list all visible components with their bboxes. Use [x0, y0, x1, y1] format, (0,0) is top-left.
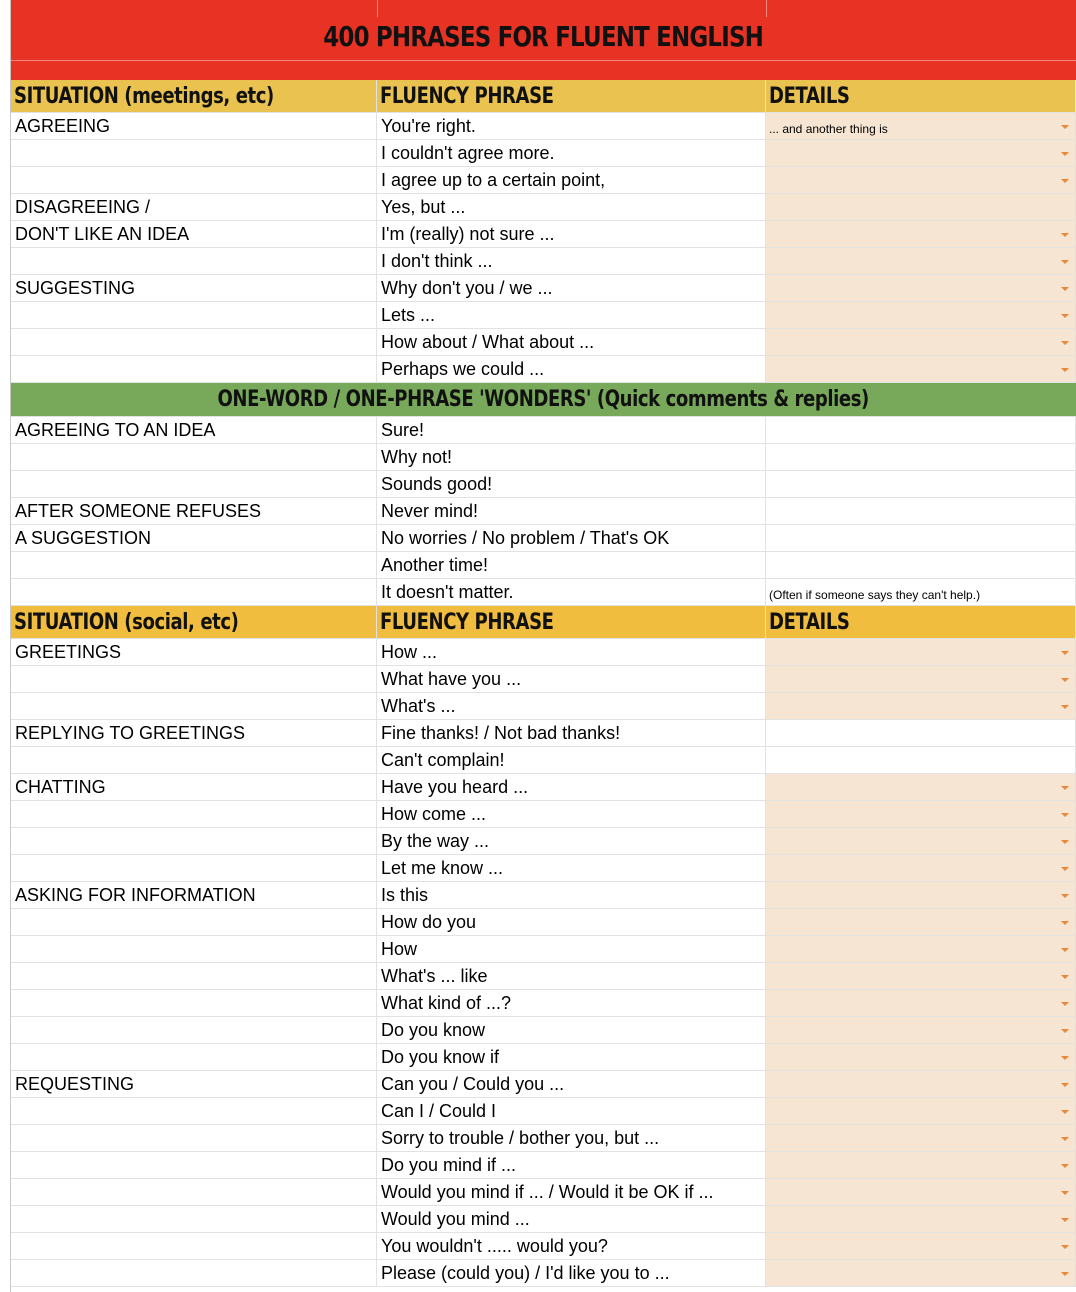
phrase-cell[interactable]: [377, 275, 766, 302]
phrase-cell[interactable]: [377, 1098, 766, 1125]
header-situation-social[interactable]: [11, 606, 377, 639]
phrase-cell[interactable]: [377, 552, 766, 579]
phrase-cell[interactable]: [377, 882, 766, 909]
dropdown-caret-icon[interactable]: [1061, 1245, 1069, 1249]
phrase-cell-text: Fine thanks! / Not bad thanks!: [381, 723, 621, 743]
phrase-cell[interactable]: [377, 1152, 766, 1179]
situation-cell[interactable]: [11, 356, 377, 383]
dropdown-caret-icon[interactable]: [1061, 1218, 1069, 1222]
situation-cell-text: REQUESTING: [15, 1074, 135, 1094]
dropdown-caret-icon[interactable]: [1061, 786, 1069, 790]
details-cell[interactable]: [766, 356, 1076, 383]
header-situation-label: SITUATION (meetings, etc): [14, 83, 274, 109]
dropdown-caret-icon[interactable]: [1061, 125, 1069, 129]
section-banner[interactable]: [11, 383, 1076, 417]
details-cell[interactable]: [766, 936, 1076, 963]
details-cell[interactable]: [766, 1017, 1076, 1044]
situation-cell[interactable]: [11, 525, 377, 552]
header-phrase-social-label: FLUENCY PHRASE: [380, 609, 554, 635]
phrase-cell-text: Do you mind if ...: [381, 1155, 517, 1175]
sheet-grid: [11, 0, 1076, 1287]
dropdown-caret-icon[interactable]: [1061, 314, 1069, 318]
details-cell[interactable]: [766, 1260, 1076, 1287]
dropdown-caret-icon[interactable]: [1061, 1083, 1069, 1087]
phrase-cell[interactable]: [377, 936, 766, 963]
phrase-cell[interactable]: [377, 1125, 766, 1152]
phrase-cell-text: Is this: [381, 885, 429, 905]
dropdown-caret-icon[interactable]: [1061, 1056, 1069, 1060]
details-cell[interactable]: [766, 248, 1076, 275]
phrase-cell[interactable]: [377, 302, 766, 329]
dropdown-caret-icon[interactable]: [1061, 975, 1069, 979]
dropdown-caret-icon[interactable]: [1061, 287, 1069, 291]
situation-cell[interactable]: [11, 552, 377, 579]
details-cell-text: (Often if someone says they can't help.): [769, 588, 981, 602]
phrase-cell[interactable]: [377, 417, 766, 444]
situation-cell[interactable]: [11, 1125, 377, 1152]
situation-cell-text: REPLYING TO GREETINGS: [15, 723, 246, 743]
details-cell[interactable]: [766, 1179, 1076, 1206]
phrase-cell[interactable]: [377, 909, 766, 936]
details-cell[interactable]: [766, 525, 1076, 552]
situation-cell[interactable]: [11, 471, 377, 498]
situation-cell-text: DON'T LIKE AN IDEA: [15, 224, 190, 244]
header-phrase-label: FLUENCY PHRASE: [380, 83, 554, 109]
phrase-cell-text: Why don't you / we ...: [381, 278, 553, 298]
situation-cell-text: A SUGGESTION: [15, 528, 152, 548]
phrase-cell[interactable]: [377, 1206, 766, 1233]
situation-cell[interactable]: [11, 801, 377, 828]
phrase-cell[interactable]: [377, 1044, 766, 1071]
situation-cell[interactable]: [11, 666, 377, 693]
phrase-cell-text: What kind of ...?: [381, 993, 512, 1013]
details-cell[interactable]: [766, 1152, 1076, 1179]
dropdown-caret-icon[interactable]: [1061, 948, 1069, 952]
dropdown-caret-icon[interactable]: [1061, 894, 1069, 898]
situation-cell[interactable]: [11, 963, 377, 990]
situation-cell-text: GREETINGS: [15, 642, 122, 662]
phrase-cell-text: How: [381, 939, 418, 959]
phrase-cell[interactable]: [377, 1071, 766, 1098]
dropdown-caret-icon[interactable]: [1061, 651, 1069, 655]
header-phrase-social[interactable]: [377, 606, 766, 639]
title-column-divider: [377, 0, 378, 17]
situation-cell-text: ASKING FOR INFORMATION: [15, 885, 256, 905]
phrase-cell-text: Please (could you) / I'd like you to ...: [381, 1263, 670, 1283]
phrase-cell-text: You're right.: [381, 116, 476, 136]
situation-cell[interactable]: [11, 1017, 377, 1044]
dropdown-caret-icon[interactable]: [1061, 368, 1069, 372]
phrase-cell[interactable]: [377, 444, 766, 471]
phrase-cell[interactable]: [377, 221, 766, 248]
situation-cell-text: AFTER SOMEONE REFUSES: [15, 501, 262, 521]
phrase-cell-text: It doesn't matter.: [381, 582, 514, 602]
situation-cell[interactable]: [11, 1098, 377, 1125]
details-cell[interactable]: [766, 444, 1076, 471]
situation-cell[interactable]: [11, 167, 377, 194]
situation-cell[interactable]: [11, 693, 377, 720]
dropdown-caret-icon[interactable]: [1061, 1002, 1069, 1006]
phrase-cell[interactable]: [377, 140, 766, 167]
details-cell[interactable]: [766, 471, 1076, 498]
phrase-cell[interactable]: [377, 666, 766, 693]
situation-cell[interactable]: [11, 1260, 377, 1287]
dropdown-caret-icon[interactable]: [1061, 867, 1069, 871]
dropdown-caret-icon[interactable]: [1061, 260, 1069, 264]
phrase-cell-text: Do you know: [381, 1020, 486, 1040]
details-cell[interactable]: [766, 1206, 1076, 1233]
situation-cell-text: CHATTING: [15, 777, 106, 797]
details-cell[interactable]: [766, 828, 1076, 855]
details-cell[interactable]: [766, 720, 1076, 747]
header-details[interactable]: [766, 80, 1076, 113]
situation-cell[interactable]: [11, 936, 377, 963]
phrase-cell[interactable]: [377, 579, 766, 606]
situation-cell-text: DISAGREEING /: [15, 197, 151, 217]
dropdown-caret-icon[interactable]: [1061, 1164, 1069, 1168]
phrase-cell-text: How ...: [381, 642, 438, 662]
phrase-cell-text: Yes, but ...: [381, 197, 466, 217]
details-cell[interactable]: [766, 221, 1076, 248]
phrase-cell-text: Do you know if: [381, 1047, 500, 1067]
situation-cell[interactable]: [11, 417, 377, 444]
details-cell[interactable]: [766, 552, 1076, 579]
dropdown-caret-icon[interactable]: [1061, 1272, 1069, 1276]
phrase-cell[interactable]: [377, 1260, 766, 1287]
header-details-social-label: DETAILS: [769, 609, 850, 635]
phrase-cell-text: How do you: [381, 912, 477, 932]
details-cell[interactable]: [766, 417, 1076, 444]
phrase-cell-text: Can't complain!: [381, 750, 505, 770]
dropdown-caret-icon[interactable]: [1061, 1110, 1069, 1114]
phrase-cell-text: I couldn't agree more.: [381, 143, 555, 163]
phrase-cell[interactable]: [377, 693, 766, 720]
page-title: 400 PHRASES FOR FLUENT ENGLISH: [323, 20, 764, 53]
situation-cell[interactable]: [11, 720, 377, 747]
situation-cell-text: AGREEING: [15, 116, 111, 136]
phrase-cell-text: How come ...: [381, 804, 487, 824]
phrase-cell-text: Sure!: [381, 420, 425, 440]
phrase-cell-text: No worries / No problem / That's OK: [381, 528, 670, 548]
phrase-cell[interactable]: [377, 194, 766, 221]
phrase-cell-text: Would you mind if ... / Would it be OK if ...: [381, 1182, 714, 1202]
title-row-divider: [11, 60, 1076, 61]
dropdown-caret-icon[interactable]: [1061, 1029, 1069, 1033]
row-header-gutter: [0, 0, 11, 1292]
dropdown-caret-icon[interactable]: [1061, 921, 1069, 925]
details-cell[interactable]: [766, 579, 1076, 606]
dropdown-caret-icon[interactable]: [1061, 1137, 1069, 1141]
details-cell[interactable]: [766, 855, 1076, 882]
situation-cell[interactable]: [11, 1233, 377, 1260]
phrase-cell[interactable]: [377, 113, 766, 140]
phrase-cell-text: Lets ...: [381, 305, 436, 325]
situation-cell[interactable]: [11, 828, 377, 855]
situation-cell[interactable]: [11, 1179, 377, 1206]
situation-cell[interactable]: [11, 855, 377, 882]
situation-cell[interactable]: [11, 302, 377, 329]
situation-cell[interactable]: [11, 275, 377, 302]
situation-cell[interactable]: [11, 194, 377, 221]
title-column-divider: [766, 0, 767, 17]
details-cell[interactable]: [766, 1071, 1076, 1098]
situation-cell[interactable]: [11, 639, 377, 666]
details-cell[interactable]: [766, 167, 1076, 194]
details-cell[interactable]: [766, 113, 1076, 140]
details-cell[interactable]: [766, 693, 1076, 720]
details-cell[interactable]: [766, 774, 1076, 801]
title-banner[interactable]: [11, 0, 1076, 80]
header-details-label: DETAILS: [769, 83, 850, 109]
phrase-cell[interactable]: [377, 828, 766, 855]
situation-cell[interactable]: [11, 113, 377, 140]
phrase-cell[interactable]: [377, 167, 766, 194]
phrase-cell-text: Perhaps we could ...: [381, 359, 545, 379]
header-phrase[interactable]: [377, 80, 766, 113]
dropdown-caret-icon[interactable]: [1061, 840, 1069, 844]
dropdown-caret-icon[interactable]: [1061, 813, 1069, 817]
phrase-cell[interactable]: [377, 774, 766, 801]
situation-cell[interactable]: [11, 774, 377, 801]
details-cell[interactable]: [766, 909, 1076, 936]
phrase-cell[interactable]: [377, 525, 766, 552]
dropdown-caret-icon[interactable]: [1061, 678, 1069, 682]
phrase-cell-text: I don't think ...: [381, 251, 493, 271]
situation-cell[interactable]: [11, 1206, 377, 1233]
phrase-cell[interactable]: [377, 747, 766, 774]
situation-cell[interactable]: [11, 498, 377, 525]
details-cell[interactable]: [766, 747, 1076, 774]
situation-cell[interactable]: [11, 579, 377, 606]
details-cell[interactable]: [766, 1233, 1076, 1260]
phrase-cell[interactable]: [377, 1017, 766, 1044]
dropdown-caret-icon[interactable]: [1061, 341, 1069, 345]
phrase-cell[interactable]: [377, 498, 766, 525]
phrase-cell[interactable]: [377, 356, 766, 383]
details-cell[interactable]: [766, 275, 1076, 302]
phrase-cell-text: Never mind!: [381, 501, 479, 521]
details-cell[interactable]: [766, 1125, 1076, 1152]
phrase-cell-text: Another time!: [381, 555, 489, 575]
phrase-cell-text: Let me know ...: [381, 858, 504, 878]
details-cell[interactable]: [766, 882, 1076, 909]
details-cell[interactable]: [766, 1044, 1076, 1071]
details-cell[interactable]: [766, 194, 1076, 221]
details-cell[interactable]: [766, 140, 1076, 167]
situation-cell[interactable]: [11, 444, 377, 471]
phrase-cell-text: Have you heard ...: [381, 777, 529, 797]
dropdown-caret-icon[interactable]: [1061, 179, 1069, 183]
dropdown-caret-icon[interactable]: [1061, 1191, 1069, 1195]
details-cell[interactable]: [766, 801, 1076, 828]
phrase-cell-text: Can you / Could you ...: [381, 1074, 565, 1094]
phrase-cell-text: Why not!: [381, 447, 453, 467]
situation-cell[interactable]: [11, 909, 377, 936]
situation-cell-text: AGREEING TO AN IDEA: [15, 420, 216, 440]
details-cell[interactable]: [766, 302, 1076, 329]
phrase-cell[interactable]: [377, 990, 766, 1017]
dropdown-caret-icon[interactable]: [1061, 233, 1069, 237]
phrase-cell[interactable]: [377, 1233, 766, 1260]
phrase-cell[interactable]: [377, 855, 766, 882]
details-cell[interactable]: [766, 498, 1076, 525]
details-cell-text: ... and another thing is: [769, 122, 888, 136]
phrase-cell[interactable]: [377, 639, 766, 666]
phrase-cell-text: You wouldn't ..... would you?: [381, 1236, 608, 1256]
phrase-cell[interactable]: [377, 471, 766, 498]
details-cell[interactable]: [766, 963, 1076, 990]
header-situation-social-label: SITUATION (social, etc): [14, 609, 239, 635]
header-details-social[interactable]: [766, 606, 1076, 639]
situation-cell[interactable]: [11, 140, 377, 167]
phrase-cell-text: I agree up to a certain point,: [381, 170, 606, 190]
details-cell[interactable]: [766, 666, 1076, 693]
dropdown-caret-icon[interactable]: [1061, 152, 1069, 156]
phrase-cell-text: Can I / Could I: [381, 1101, 497, 1121]
phrase-cell[interactable]: [377, 801, 766, 828]
situation-cell-text: SUGGESTING: [15, 278, 136, 298]
situation-cell[interactable]: [11, 990, 377, 1017]
phrase-cell[interactable]: [377, 720, 766, 747]
details-cell[interactable]: [766, 329, 1076, 356]
phrase-cell-text: What have you ...: [381, 669, 522, 689]
phrase-cell-text: Would you mind ...: [381, 1209, 530, 1229]
situation-cell[interactable]: [11, 882, 377, 909]
situation-cell[interactable]: [11, 1152, 377, 1179]
phrase-cell[interactable]: [377, 963, 766, 990]
situation-cell[interactable]: [11, 221, 377, 248]
phrase-cell-text: By the way ...: [381, 831, 490, 851]
phrase-cell[interactable]: [377, 1179, 766, 1206]
phrase-cell-text: What's ... like: [381, 966, 488, 986]
header-situation[interactable]: [11, 80, 377, 113]
phrase-cell-text: What's ...: [381, 696, 456, 716]
details-cell[interactable]: [766, 990, 1076, 1017]
details-cell[interactable]: [766, 639, 1076, 666]
phrase-cell[interactable]: [377, 329, 766, 356]
situation-cell[interactable]: [11, 1044, 377, 1071]
section-banner-label: ONE-WORD / ONE-PHRASE 'WONDERS' (Quick comments & replies): [217, 387, 870, 412]
situation-cell[interactable]: [11, 248, 377, 275]
details-cell[interactable]: [766, 1098, 1076, 1125]
phrase-cell-text: I'm (really) not sure ...: [381, 224, 555, 244]
situation-cell[interactable]: [11, 747, 377, 774]
phrase-cell-text: Sorry to trouble / bother you, but ...: [381, 1128, 660, 1148]
situation-cell[interactable]: [11, 329, 377, 356]
dropdown-caret-icon[interactable]: [1061, 705, 1069, 709]
phrase-cell-text: Sounds good!: [381, 474, 493, 494]
phrase-cell-text: How about / What about ...: [381, 332, 595, 352]
situation-cell[interactable]: [11, 1071, 377, 1098]
phrase-cell[interactable]: [377, 248, 766, 275]
